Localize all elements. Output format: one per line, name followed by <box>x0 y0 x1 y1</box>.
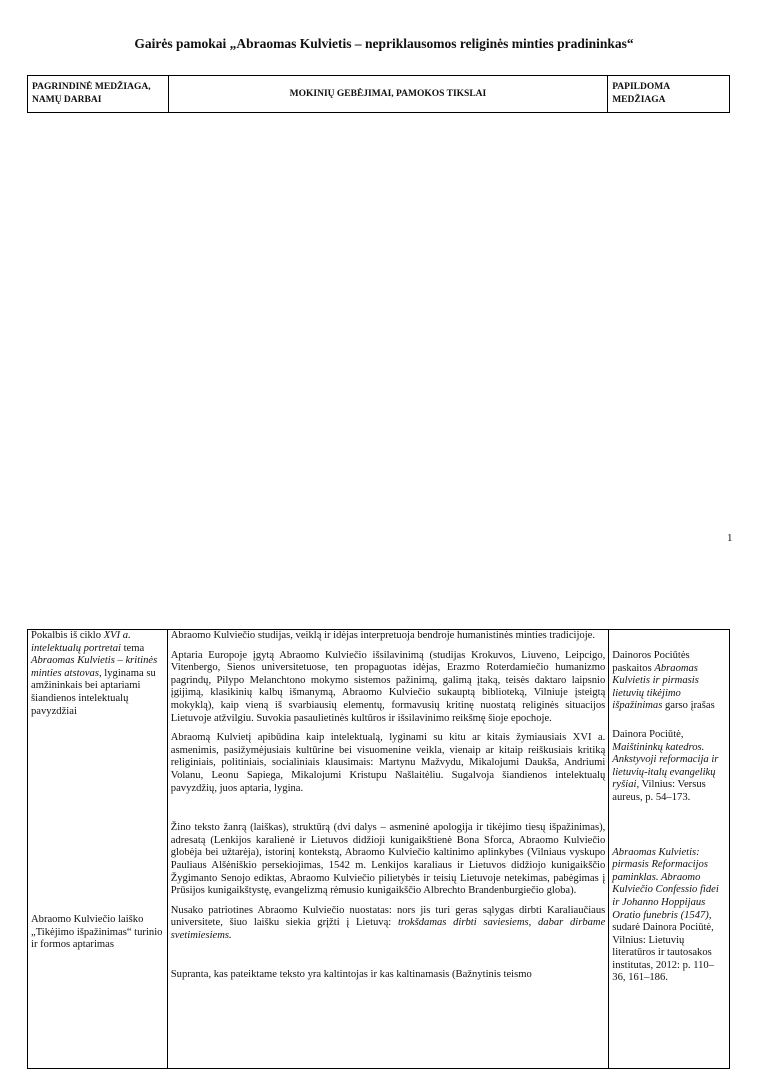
column-header-skills-goals: MOKINIŲ GEBĖJIMAI, PAMOKOS TIKSLAI <box>168 76 608 113</box>
main-material-block-2: Abraomo Kulviečio laiško „Tikėjimo išpažinimas“ turinio ir formos aptarimas <box>31 914 163 951</box>
skills-goals-cell <box>167 630 609 1069</box>
column-header-additional-material: PAPILDOMA MEDŽIAGA <box>608 76 730 113</box>
document-title: Gairės pamokai „Abraomas Kulvietis – nepriklausomos religinės minties pradininkas“ <box>134 36 634 51</box>
page-number: 1 <box>727 532 733 544</box>
paragraph-letter-genre: Žino teksto žanrą (laiškas), struktūrą (dvi dalys – asmeninė apologija ir tikėjimo tiesų išpažinimas), adresatą (Lenkijos karalienė ir Lietuvos didžioji kunigaikštienė Bona Sforca, Abraomo Kulviečio globėja bei užtarėja), istorinį kontekstą, Abraomo Kulviečio kaltinimo aplinkybes (Vilniaus vyskupo Pauliaus Alšėniškio persekiojimas, 1542 m. Lenkijos karaliaus ir Lietuvos didžiojo kunigaikščio Žygimanto Senojo ediktas, Abraomo Kulviečio pilietybės ir teisių Lietuvoje netekimas, pabėgimas į Prūsijos kunigaikštystę, evangelizmą rėmusio kunigaikščio Albrechto Brandenburgiečio globa). <box>170 822 606 897</box>
additional-material-book-2: Abraomas Kulvietis: pirmasis Reformacijos paminklas. Abraomo Kulviečio Confessio fidei ir Johanno Hoppijaus Oratio funebris (1547), sudarė Dainora Pociūtė, Vilnius: Lietuvių literatūros ir tautosakos institutas, 2012: p. 110–36, 161–186. <box>612 846 719 984</box>
main-material-block-1: Pokalbis iš ciklo XVI a. intelektualų portretai tema Abraomas Kulvietis – kritinės minties atstovas, lyginama su amžininkais bei aptariami šiandienos intelektualų pavyzdžiai <box>31 630 158 717</box>
additional-material-book-1: Dainora Pociūtė, Maištininkų katedros. Ankstyvoji reformacija ir lietuvių-italų evangelikų ryšiai, Vilnius: Versus aureus, p. 54–173. <box>612 728 719 803</box>
paragraph-patriotic: Nusako patriotines Abraomo Kulviečio nuostatas: nors jis turi geras sąlygas dirbti Karaliaučiaus universitete, šiuo laišku siekia grįžti į Lietuvą: trokšdamas dirbti saviesiems, dabar dirbame svetimiesiems. <box>170 904 606 941</box>
paragraph-accuser: Supranta, kas pateiktame teksto yra kaltintojas ir kas kaltinamasis (Bažnytinis teismo <box>170 969 532 981</box>
column-header-main-material: PAGRINDINĖ MEDŽIAGA, NAMŲ DARBAI <box>28 76 169 113</box>
header-table <box>27 75 730 113</box>
main-material-cell <box>28 630 168 1069</box>
additional-material-lecture: Dainoros Pociūtės paskaitos Abraomas Kulvietis ir pirmasis lietuvių tikėjimo išpažinimas garso įrašas <box>612 650 715 712</box>
header-row <box>28 76 730 113</box>
paragraph-intellectual: Abraomą Kulvietį apibūdina kaip intelektualą, lyginami su kitu ar kitais žymiausiais XVI a. asmenimis, pasižymėjusiais kultūrine bei visuomenine veikla, vienaip ar kitaip reiškusiais kritiką religiniais, politiniais, socialiniais klausimais: Martynu Mažvydu, Mikalojumi Daukša, Andriumi Volanu, Leonu Sapiega, Mikalojumi Kristupu Našlaitėliu. Sugalvoja šiandienos intelektualų pavyzdžių, juos aptaria, lygina. <box>170 732 606 794</box>
paragraph-education: Aptaria Europoje įgytą Abraomo Kulviečio išsilavinimą (studijas Krokuvos, Liuveno, Leipcigo, Vitenbergo, Sienos universitetuose, ten propaguotas idėjas, Erazmo Roterdamiečio humanizmo pagrindų, Pilypo Melanchtono mokymo sistemos pažinimą, galimą įtaką, teisės daktaro laipsnio įgijimą, klasikinių kalbų išmanymą, Abraomo Kulviečio sukauptą biblioteką, Vilniuje įsteigtą mokyklą), kaip vieną iš svarbiausių elementų, formavusių kritinę nuostatą religinės situacijos Lietuvoje atžvilgiu. Suvokia pasaulietinės kultūros ir išsilavinimo reikšmę šioje epochoje. <box>170 649 606 724</box>
table-row <box>28 630 730 1069</box>
paragraph-studies: Abraomo Kulviečio studijas, veiklą ir idėjas interpretuoja bendroje humanistinės minties tradicijoje. <box>170 630 596 641</box>
additional-material-cell <box>609 630 730 1069</box>
lesson-table <box>27 629 730 1069</box>
